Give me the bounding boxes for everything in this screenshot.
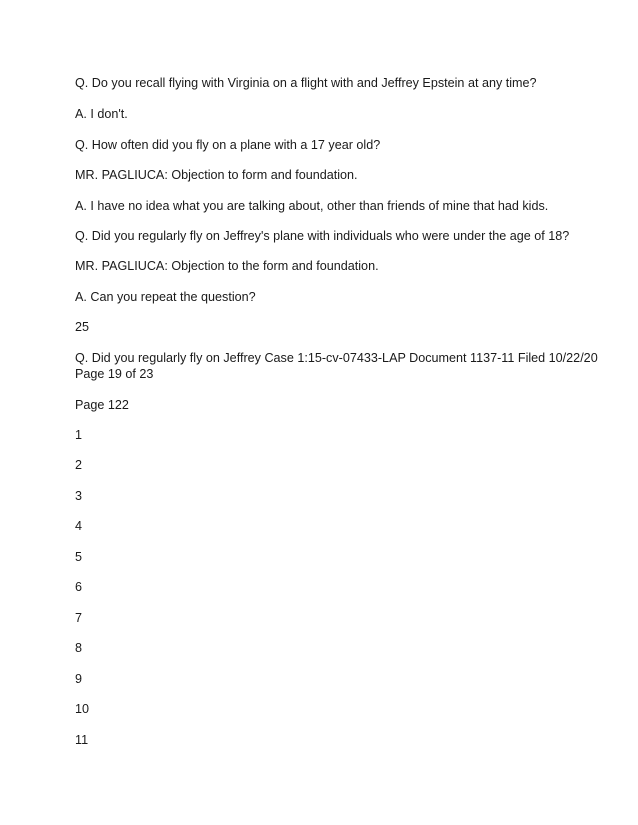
transcript-line: Q. Do you recall flying with Virginia on a flight with and Jeffrey Epstein at any time? [75,76,537,90]
line-number: 7 [75,611,83,625]
transcript-line: Q. How often did you fly on a plane with a 17 year old? [75,138,381,152]
line-number: 1 [75,428,83,442]
page-label: Page 122 [75,398,129,412]
line-number: 2 [75,458,83,472]
transcript-line: A. I have no idea what you are talking about, other than friends of mine that had kids. [75,199,549,213]
line-number: 4 [75,519,83,533]
transcript-line: A. I don't. [75,107,128,121]
line-number: 11 [75,733,89,747]
transcript-page-number: 25 [75,320,90,334]
line-number: 10 [75,702,90,716]
continuation-line-1: Q. Did you regularly fly on Jeffrey Case 1:15-cv-07433-LAP Document 1137-11 Filed 10/22/20 [75,351,598,365]
line-number: 9 [75,672,83,686]
transcript-line: MR. PAGLIUCA: Objection to the form and foundation. [75,259,379,273]
continuation-line-2: Page 19 of 23 [75,367,154,381]
transcript-line: MR. PAGLIUCA: Objection to form and foundation. [75,168,358,182]
line-number: 5 [75,550,83,564]
transcript-line: Q. Did you regularly fly on Jeffrey's plane with individuals who were under the age of 18? [75,229,570,243]
line-number: 8 [75,641,83,655]
line-number: 3 [75,489,83,503]
line-number: 6 [75,580,83,594]
transcript-line: A. Can you repeat the question? [75,290,256,304]
